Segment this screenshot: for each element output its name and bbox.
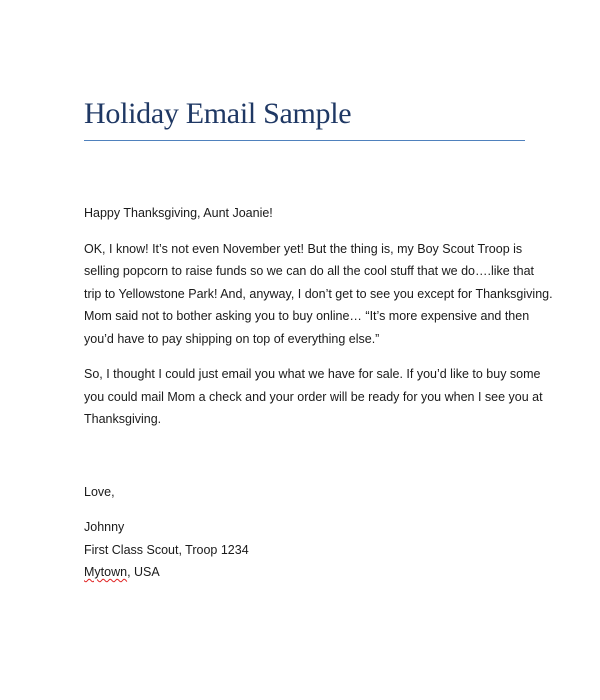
body-paragraph-1: OK, I know! It’s not even November yet! But the thing is, my Boy Scout Troop is selling popcorn to raise funds so we can do all the cool stuff that we do….like that trip to Yellowstone Park! And, anyway, I don’t get to see you except for Thanksgiving. Mom said not to bother asking you to buy online… “It’s more expensive and then you’d have to pay shipping on top of everything else.” bbox=[84, 241, 553, 346]
greeting-line: Happy Thanksgiving, Aunt Joanie! bbox=[84, 206, 273, 220]
closing-line: Love, bbox=[84, 484, 115, 499]
signature-location bbox=[84, 561, 554, 584]
title-underline-rule bbox=[84, 140, 525, 141]
email-body bbox=[84, 202, 554, 584]
signature-location-rest: , USA bbox=[127, 565, 160, 579]
signature-name: Johnny bbox=[84, 520, 125, 534]
misspelled-word: Mytown bbox=[84, 565, 128, 579]
body-paragraph-2: So, I thought I could just email you what we have for sale. If you’d like to buy some you could mail Mom a check and your order will be ready for you when I see you at Thanksgiving. bbox=[84, 367, 543, 426]
signature-title: First Class Scout, Troop 1234 bbox=[84, 542, 249, 557]
document-title: Holiday Email Sample bbox=[84, 97, 352, 130]
